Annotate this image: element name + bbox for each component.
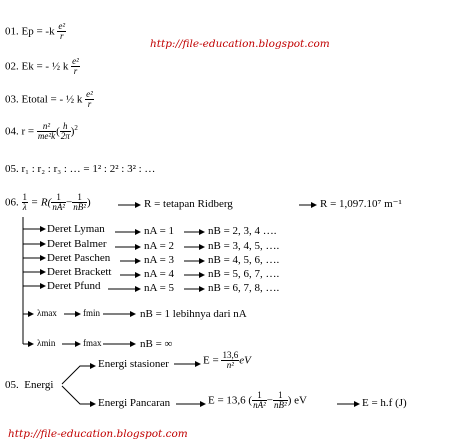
formula-01: 01. Ep = -k $\frac{\text{e²}}{r}$ xyxy=(5,21,66,42)
series-name: Deret Brackett xyxy=(47,266,112,278)
series-name: Deret Pfund xyxy=(47,280,101,292)
f-max: fmax xyxy=(83,338,102,348)
energy-emission-formula: E = 13,6 ( $\frac{1}{\text{nA²}}$ − $\frac{1}{\text{nB²}}$ ) eV xyxy=(208,390,307,411)
energy-emission-label: Energi Pancaran xyxy=(98,397,171,409)
rydberg-formula: 06. $\frac{1}{\lambda}$ = R( $\frac{1}{\text{nA²}}$ − $\frac{1}{\text{nB²}}$ ) xyxy=(5,192,91,213)
formula-03: 03. Etotal = - ½ k $\frac{\text{e²}}{r}$ xyxy=(5,89,93,110)
limit-max-text: nB = 1 lebihnya dari nA xyxy=(140,308,247,320)
energy-stationary-formula: E = $\frac{13,6}{\text{n²}}$ eV xyxy=(203,350,251,371)
formula-02: 02. Ek = - ½ k $\frac{\text{e²}}{r}$ xyxy=(5,56,79,77)
series-nb: nB = 3, 4, 5, …. xyxy=(208,240,280,252)
series-na: nA = 3 xyxy=(144,254,175,266)
series-na: nA = 1 xyxy=(144,225,175,237)
series-nb: nB = 2, 3, 4 …. xyxy=(208,225,277,237)
formula-04: 04. r = $\frac{\text{n²}}{\text{me²k}}$ ( $\frac{h}{2\pi}$ )$^2$ xyxy=(5,121,78,142)
series-name: Deret Paschen xyxy=(47,252,111,264)
series-nb: nB = 6, 7, 8, …. xyxy=(208,282,280,294)
lambda-min: λmin xyxy=(37,338,56,348)
rydberg-constant-label: R = tetapan Ridberg xyxy=(144,198,233,210)
f-min: fmin xyxy=(83,308,100,318)
lambda-max: λmax xyxy=(37,308,57,318)
series-nb: nB = 5, 6, 7, …. xyxy=(208,268,280,280)
limit-min-text: nB = ∞ xyxy=(140,338,173,350)
watermark-bottom: http://file-education.blogspot.com xyxy=(8,428,188,440)
energy-stationary-label: Energi stasioner xyxy=(98,358,169,370)
series-name: Deret Balmer xyxy=(47,238,107,250)
rydberg-constant-value: R = 1,097.10⁷ m⁻¹ xyxy=(320,198,402,210)
series-na: nA = 4 xyxy=(144,268,175,280)
series-nb: nB = 4, 5, 6, …. xyxy=(208,254,280,266)
formula-05-ratio: 05. r₁ : r₂ : r₃ : … = 1² : 2² : 3² : … xyxy=(5,163,156,175)
series-name: Deret Lyman xyxy=(47,223,105,235)
energy-final: E = h.f (J) xyxy=(362,397,407,409)
series-na: nA = 5 xyxy=(144,282,175,294)
energy-label: 05. Energi xyxy=(5,379,54,391)
series-na: nA = 2 xyxy=(144,240,175,252)
watermark-top: http://file-education.blogspot.com xyxy=(150,38,330,50)
